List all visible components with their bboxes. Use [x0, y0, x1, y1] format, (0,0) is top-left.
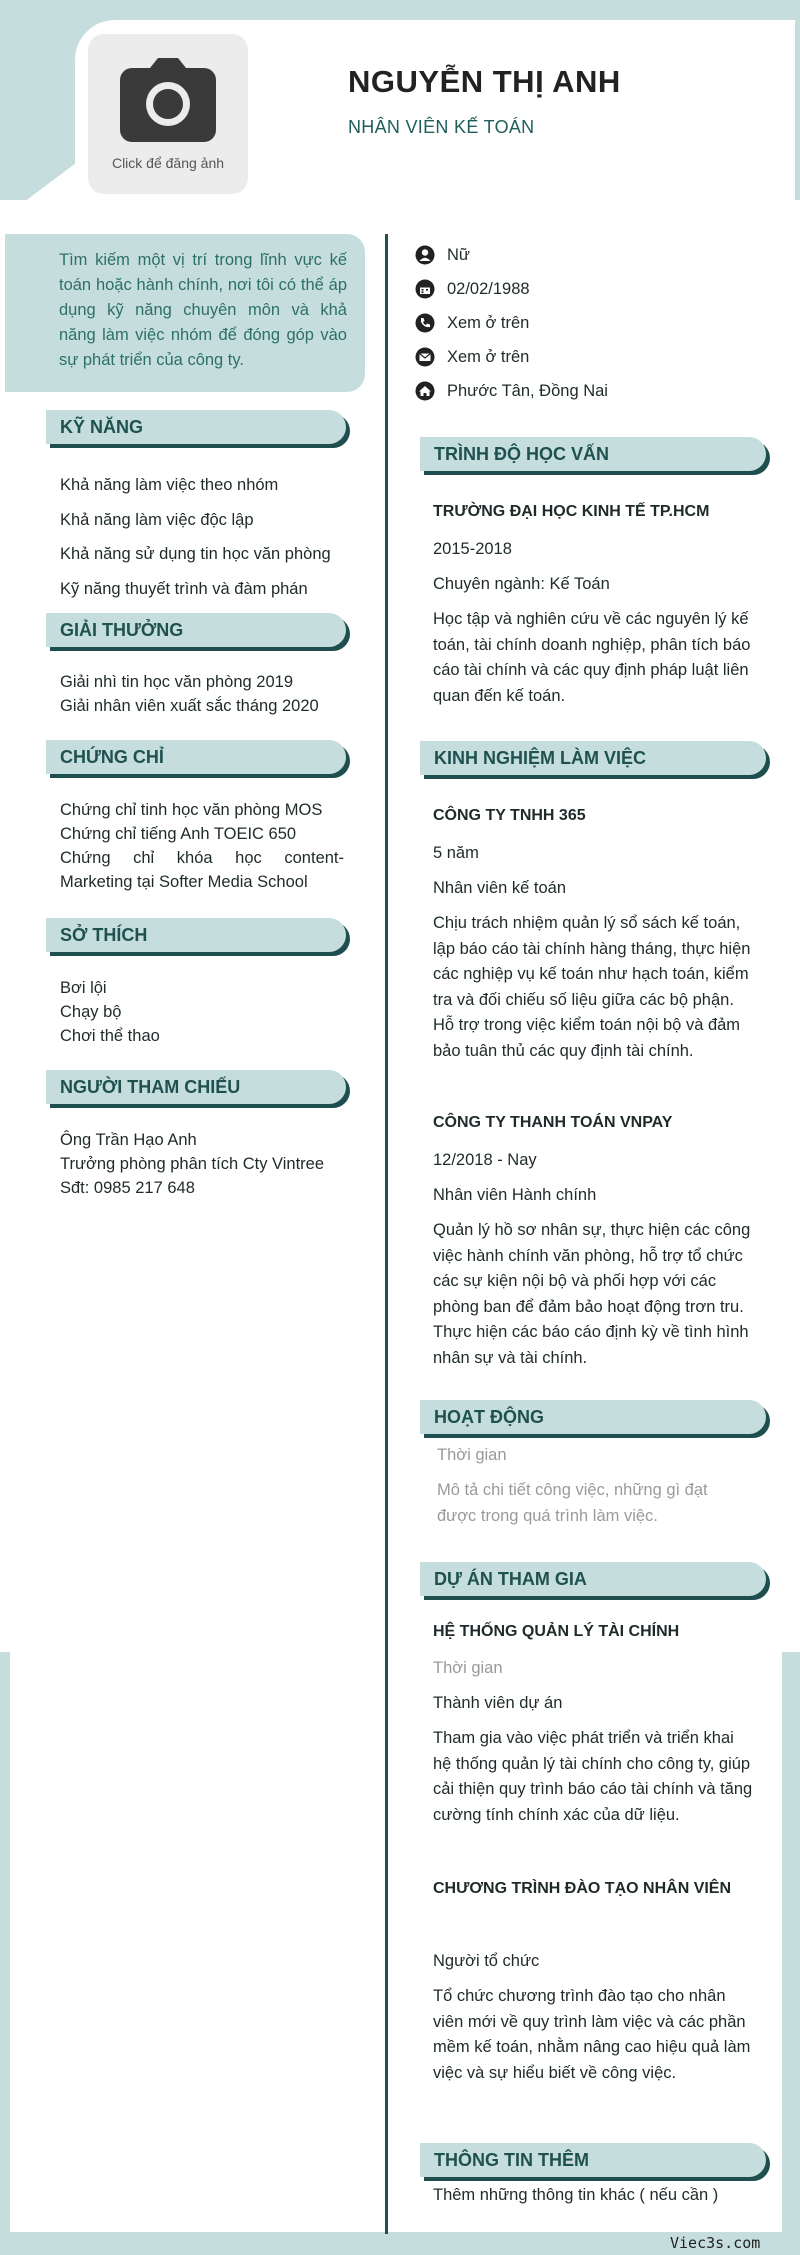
hobby-item: Bơi lội [60, 979, 107, 997]
dob-value: 02/02/1988 [447, 279, 530, 298]
candidate-job-title: NHÂN VIÊN KẾ TOÁN [348, 117, 535, 137]
education-major: Chuyên ngành: Kế Toán [433, 575, 610, 593]
phone-value: Xem ở trên [447, 313, 530, 332]
activities-heading: HOẠT ĐỘNG [420, 1400, 766, 1434]
hobbies-heading: SỞ THÍCH [46, 918, 346, 952]
contact-address [415, 379, 608, 403]
contact-email [415, 345, 529, 369]
address-value: Phước Tân, Đồng Nai [447, 381, 608, 400]
column-divider [385, 234, 388, 2234]
hobby-item: Chơi thể thao [60, 1027, 160, 1045]
education-heading: TRÌNH ĐỘ HỌC VẤN [420, 437, 766, 471]
contact-gender [415, 243, 470, 267]
job-position: Nhân viên Hành chính [433, 1186, 597, 1204]
photo-caption: Click để đăng ảnh [111, 154, 225, 171]
job-period: 12/2018 - Nay [433, 1151, 537, 1169]
reference-item: Sđt: 0985 217 648 [60, 1179, 195, 1197]
projects-heading: DỰ ÁN THAM GIA [420, 1562, 766, 1596]
project-description: Tổ chức chương trình đào tạo cho nhân viên mới về quy trình làm việc và các phần mềm kế toán, nhằm nâng cao hiệu quả làm việc và sự hiểu biết về công việc. [433, 1987, 751, 2082]
skills-heading: KỸ NĂNG [46, 410, 346, 444]
project-role: Người tổ chức [433, 1952, 540, 1970]
skill-item: Khả năng làm việc theo nhóm [60, 476, 279, 494]
calendar-icon [415, 279, 435, 299]
photo-upload[interactable] [88, 34, 248, 194]
reference-item: Trưởng phòng phân tích Cty Vintree [60, 1155, 325, 1173]
user-icon [415, 245, 435, 265]
job-company: CÔNG TY TNHH 365 [433, 807, 586, 824]
hobby-item: Chạy bộ [60, 1003, 122, 1021]
skill-item: Khả năng làm việc độc lập [60, 510, 254, 529]
left-border-strip [0, 1652, 10, 2255]
hobbies-list [60, 976, 344, 1048]
education-description: Học tập và nghiên cứu về các nguyên lý kế toán, tài chính doanh nghiệp, phân tích báo cáo tài chính và các quy định pháp luật liên quan đến kế toán. [433, 610, 751, 705]
certificate-item: Chứng chỉ tiếng Anh TOEIC 650 [60, 825, 297, 843]
project-time: Thời gian [433, 1659, 503, 1677]
candidate-name: NGUYỄN THỊ ANH [348, 64, 621, 99]
awards-list [60, 670, 344, 718]
education-school: TRƯỜNG ĐẠI HỌC KINH TẾ TP.HCM [433, 503, 710, 520]
job-description: Chịu trách nhiệm quản lý sổ sách kế toán, lập báo cáo tài chính hàng tháng, thực hiện các nghiệp vụ kế toán như hạch toán, kiểm tra và đối chiếu số liệu giữa các bộ phận. Hỗ trợ trong việc kiểm toán nội bộ và đảm bảo tuân thủ các quy định tài chính. [433, 914, 751, 1060]
reference-item: Ông Trần Hạo Anh [60, 1131, 197, 1149]
certificates-list [60, 798, 344, 894]
education-period: 2015-2018 [433, 540, 512, 558]
job-position: Nhân viên kế toán [433, 879, 567, 897]
certificate-item: Chứng chỉ tinh học văn phòng MOS [60, 801, 323, 819]
project-role: Thành viên dự án [433, 1694, 563, 1712]
home-icon [415, 381, 435, 401]
certificates-heading: CHỨNG CHỈ [46, 740, 346, 774]
extra-heading: THÔNG TIN THÊM [420, 2143, 766, 2177]
job-period: 5 năm [433, 844, 479, 862]
gender-value: Nữ [447, 245, 470, 264]
contact-phone [415, 311, 529, 335]
certificate-item: Chứng chỉ khóa học content-Marketing tại Softer Media School [60, 849, 344, 891]
activity-description-placeholder[interactable]: Mô tả chi tiết công việc, những gì đạt được trong quá trình làm việc. [437, 1481, 708, 1525]
job-description: Quản lý hồ sơ nhân sự, thực hiện các công việc hành chính văn phòng, hỗ trợ tổ chức các sự kiện nội bộ và phối hợp với các phòng ban để đảm bảo hoạt động trơn tru. Thực hiện các báo cáo định kỳ về tình hình nhân sự và tài chính. [433, 1221, 751, 1367]
project-description: Tham gia vào việc phát triển và triển khai hệ thống quản lý tài chính cho công ty, giúp cải thiện quy trình báo cáo tài chính và tăng cường tính chính xác của dữ liệu. [433, 1729, 753, 1824]
award-item: Giải nhân viên xuất sắc tháng 2020 [60, 697, 319, 715]
activity-time-placeholder[interactable]: Thời gian [437, 1446, 507, 1464]
experience-heading: KINH NGHIỆM LÀM VIỆC [420, 741, 766, 775]
career-objective: Tìm kiếm một vị trí trong lĩnh vực kế toán hoặc hành chính, nơi tôi có thể áp dụng kỹ năng chuyên môn và khả năng làm việc nhóm để đóng góp vào sự phát triển của công ty. [5, 234, 365, 392]
skill-item: Kỹ năng thuyết trình và đàm phán [60, 579, 308, 598]
skills-list [60, 468, 344, 606]
phone-icon [415, 313, 435, 333]
site-watermark: Viec3s.com [670, 2234, 761, 2252]
project-name: CHƯƠNG TRÌNH ĐÀO TẠO NHÂN VIÊN [433, 1880, 732, 1897]
contact-dob [415, 277, 530, 301]
awards-heading: GIẢI THƯỞNG [46, 613, 346, 647]
extra-text: Thêm những thông tin khác ( nếu cần ) [433, 2186, 719, 2204]
right-border-strip [782, 1652, 800, 2255]
project-name: HỆ THỐNG QUẢN LÝ TÀI CHÍNH [433, 1623, 680, 1640]
camera-icon [120, 58, 216, 147]
skill-item: Khả năng sử dụng tin học văn phòng [60, 545, 331, 563]
references-heading: NGƯỜI THAM CHIẾU [46, 1070, 346, 1104]
award-item: Giải nhì tin học văn phòng 2019 [60, 673, 294, 691]
email-value: Xem ở trên [447, 347, 530, 366]
job-company: CÔNG TY THANH TOÁN VNPAY [433, 1114, 673, 1131]
references-list [60, 1128, 344, 1200]
mail-icon [415, 347, 435, 367]
